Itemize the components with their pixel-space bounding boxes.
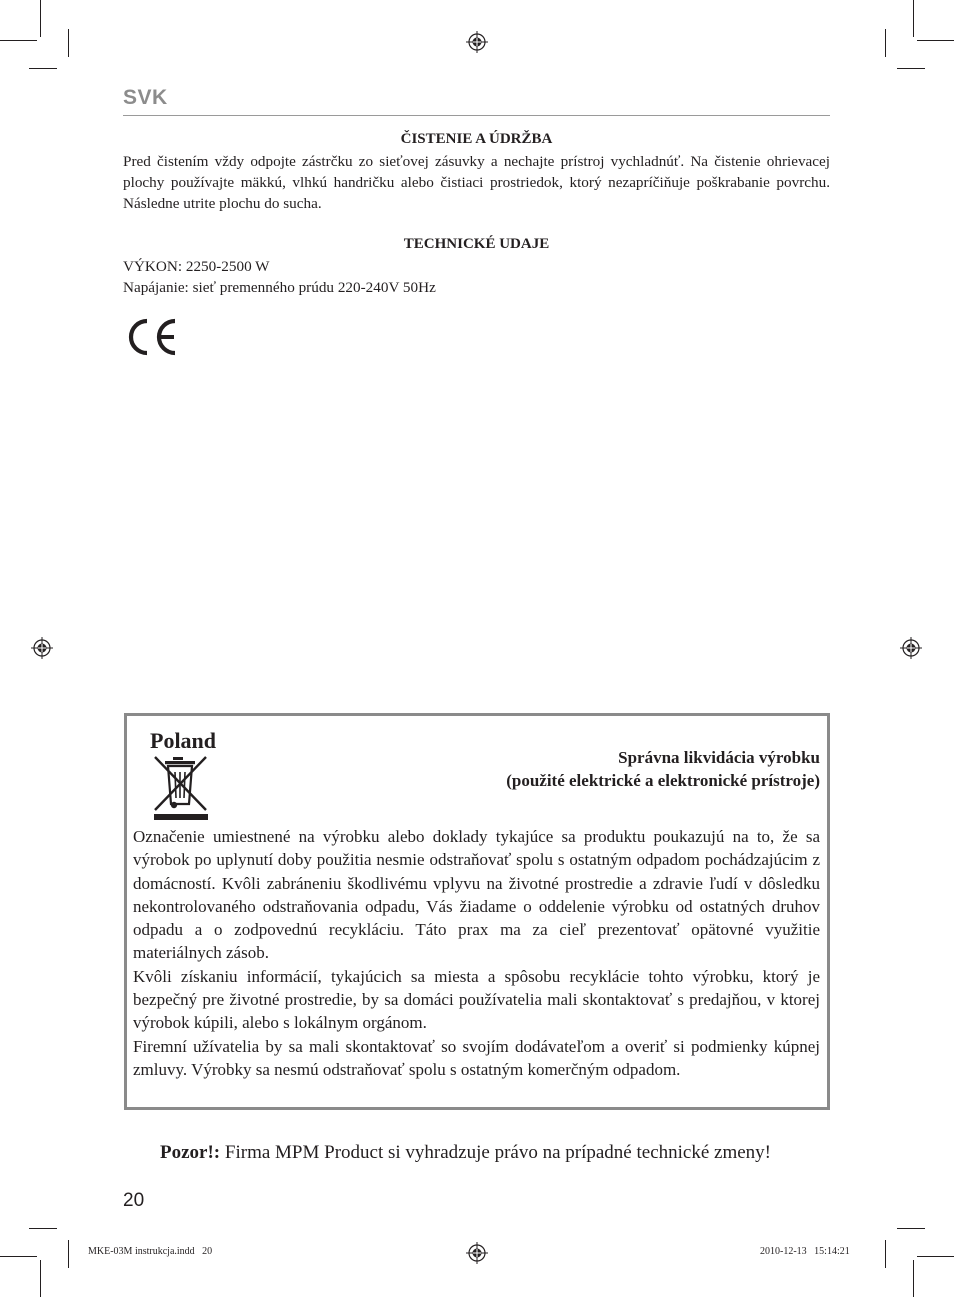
crop-mark — [0, 1256, 37, 1257]
crop-mark — [917, 1256, 954, 1257]
slug-filename: MKE-03M instrukcja.indd 20 — [88, 1246, 213, 1257]
language-code: SVK — [123, 86, 168, 109]
crossed-out-wheelie-bin-icon — [152, 754, 210, 822]
header-divider — [123, 115, 830, 116]
crop-mark — [885, 29, 886, 57]
change-notice — [160, 1142, 771, 1164]
crop-mark — [917, 40, 954, 41]
crop-mark — [68, 29, 69, 57]
ce-mark-icon — [123, 317, 179, 357]
crop-mark — [40, 0, 41, 37]
disposal-paragraph: Kvôli získaniu informácií, tykajúcich sa miesta a spôsobu recyklácie tohto výrobku, ktorý je bezpečný pre životné prostredie, by sa domáci používatelia mali skontaktovať s predajňou, v ktorej výrobok kúpili, alebo s lokálnym orgánom. — [133, 966, 820, 1033]
notice-text: Firma MPM Product si vyhradzuje právo na prípadné technické zmeny! — [220, 1142, 771, 1163]
crop-mark — [885, 1240, 886, 1268]
crop-mark — [897, 68, 925, 69]
registration-mark-icon — [466, 31, 488, 53]
registration-mark-icon — [31, 637, 53, 659]
registration-mark-icon — [900, 637, 922, 659]
technical-heading: TECHNICKÉ UDAJE — [403, 236, 550, 252]
disposal-text — [133, 825, 820, 1081]
country-label: Poland — [150, 728, 217, 753]
cleaning-text: Pred čistením vždy odpojte zástrčku zo sieťovej zásuvky a nechajte prístroj vychladnúť. Na čistenie ohrievacej plochy používajte mäkkú, vlhkú handričku alebo čistiaci prostriedok, ktorý nezapríčiňuje poškrabanie povrchu. Následne utrite plochu do sucha. — [123, 153, 830, 213]
crop-mark — [0, 40, 37, 41]
disposal-paragraph: Označenie umiestnené na výrobku alebo doklady tykajúce sa produktu poukazujú na to, že sa výrobok po uplynutí doby použitia nesmie odstraňovať spolu s ostatným odpadom pochádzajúcim z domácností. Kvôli zabráneniu škodlivému vplyvu na životné prostredie a zdravie ľudí v dôsledku nekontrolovaného odstraňovania odpadu, Vás žiadame o oddelenie výrobku od ostatných druhov odpadu a o zodpovednú recykláciu. Táto prax ma za cieľ prezentovať opätovné využitie materiálnych zásob. — [133, 827, 820, 963]
disposal-title: Správna likvidácia výrobku — [618, 748, 820, 767]
registration-mark-icon — [466, 1242, 488, 1264]
disposal-paragraph: Firemní užívatelia by sa mali skontaktovať so svojím dodávateľom a overiť si podmienky kúpnej zmluvy. Výrobky sa nesmú odstraňovať spolu s ostatným komerčným odpadom. — [133, 1036, 820, 1079]
crop-mark — [68, 1240, 69, 1268]
crop-mark — [913, 0, 914, 37]
crop-mark — [29, 1228, 57, 1229]
crop-mark — [40, 1260, 41, 1297]
notice-label: Pozor!: — [160, 1142, 221, 1163]
crop-mark — [29, 68, 57, 69]
page-number: 20 — [123, 1190, 145, 1211]
crop-mark — [913, 1260, 914, 1297]
crop-mark — [897, 1228, 925, 1229]
slug-timestamp: 2010-12-13 15:14:21 — [760, 1246, 850, 1257]
disposal-subtitle: (použité elektrické a elektronické prístroje) — [506, 771, 820, 790]
power-spec: VÝKON: 2250-2500 W — [123, 258, 270, 275]
supply-spec: Napájanie: sieť premenného prúdu 220-240V 50Hz — [123, 279, 436, 296]
cleaning-heading: ČISTENIE A ÚDRŽBA — [400, 131, 553, 147]
